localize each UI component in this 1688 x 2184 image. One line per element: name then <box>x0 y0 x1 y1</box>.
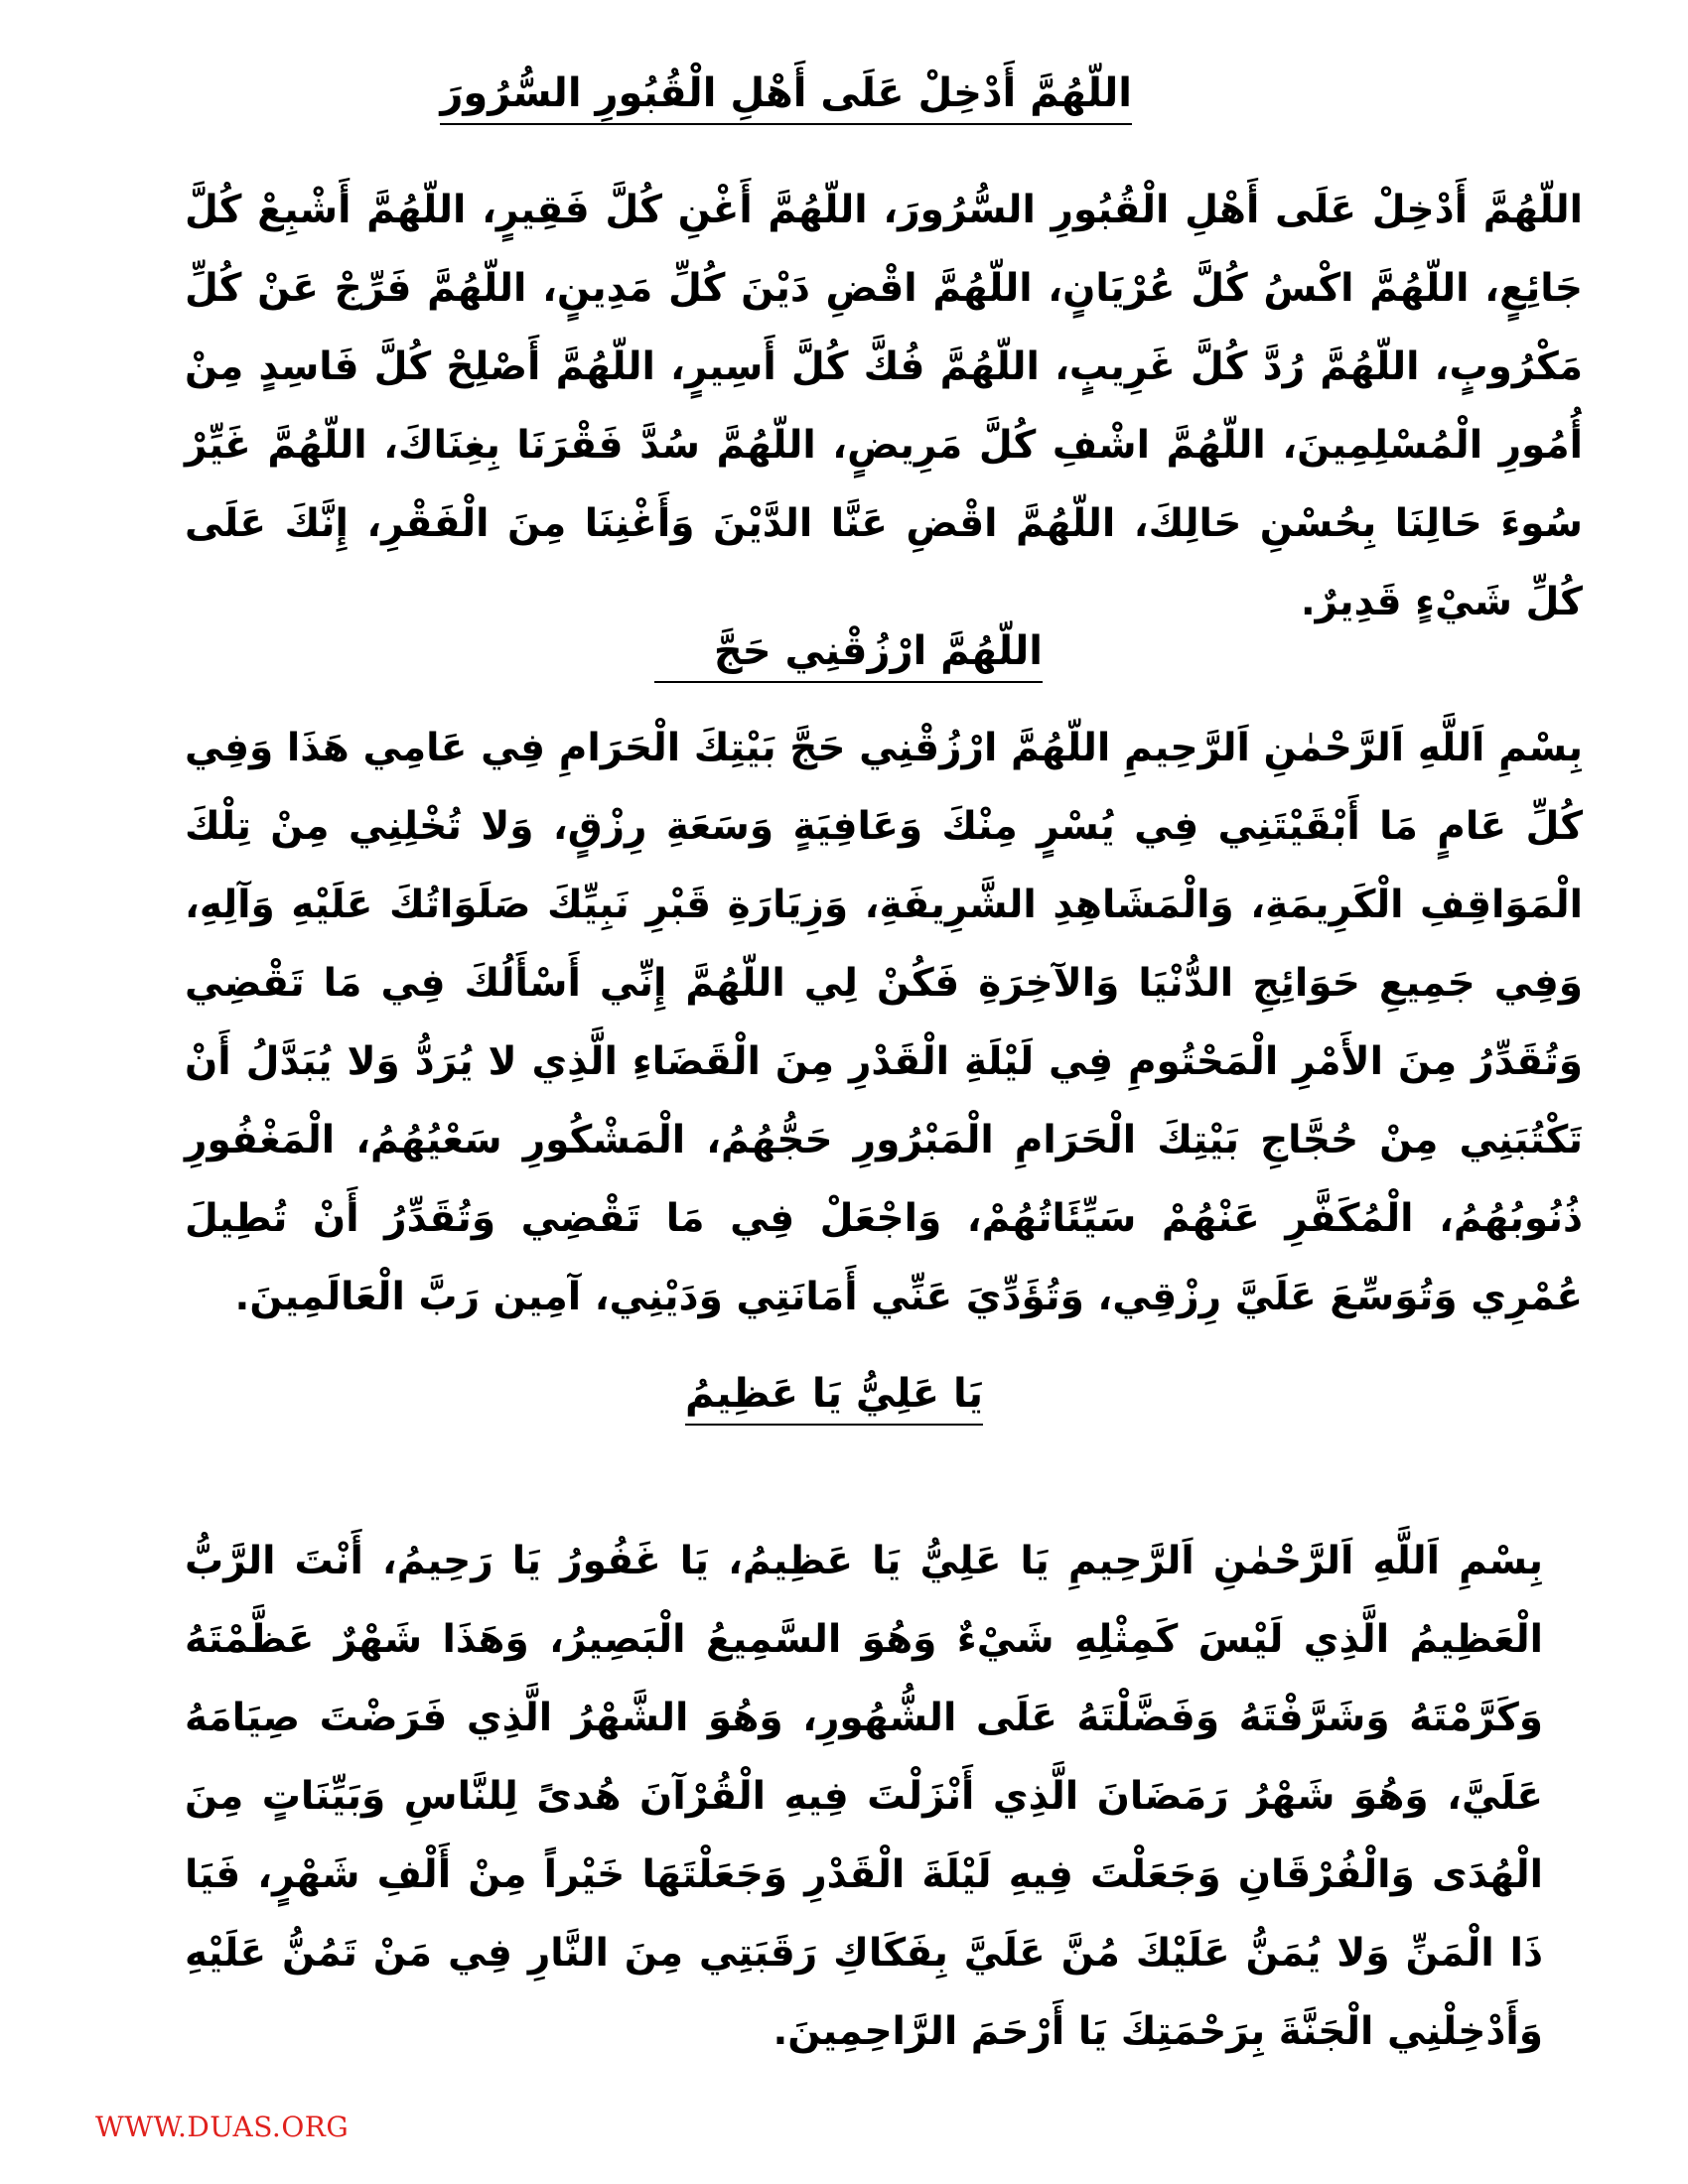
section-heading-1-text: اللّهُمَّ أَدْخِلْ عَلَى أَهْلِ الْقُبُورِ السُّرُورَ <box>440 69 1132 125</box>
section-heading-2-text: اللّهُمَّ ارْزُقْنِي حَجَّ <box>654 627 1043 683</box>
section-heading-3 <box>675 1370 993 1426</box>
website-link[interactable]: WWW.DUAS.ORG <box>95 2111 350 2143</box>
section-heading-3-text: يَا عَلِيُّ يَا عَظِيمُ <box>685 1370 983 1426</box>
section-heading-2 <box>695 627 1043 683</box>
section-body-1: اللّهُمَّ أَدْخِلْ عَلَى أَهْلِ الْقُبُورِ السُّرُورَ، اللّهُمَّ أَغْنِ كُلَّ فَقِيرٍ، اللّهُمَّ أَشْبِعْ كُلَّ جَائِعٍ، اللّهُمَّ اكْسُ كُلَّ عُرْيَانٍ، اللّهُمَّ اقْضِ دَيْنَ كُلِّ مَدِينٍ، اللّهُمَّ فَرِّجْ عَنْ كُلِّ مَكْرُوبٍ، اللّهُمَّ رُدَّ كُلَّ غَرِيبٍ، اللّهُمَّ فُكَّ كُلَّ أَسِيرٍ، اللّهُمَّ أَصْلِحْ كُلَّ فَاسِدٍ مِنْ أُمُورِ الْمُسْلِمِينَ، اللّهُمَّ اشْفِ كُلَّ مَرِيضٍ، اللّهُمَّ سُدَّ فَقْرَنَا بِغِنَاكَ، اللّهُمَّ غَيِّرْ سُوءَ حَالِنَا بِحُسْنِ حَالِكَ، اللّهُمَّ اقْضِ عَنَّا الدَّيْنَ وَأَغْنِنَا مِنَ الْفَقْرِ، إِنَّكَ عَلَى كُلِّ شَيْءٍ قَدِيرٌ. <box>185 188 1583 624</box>
section-body-2: بِسْمِ اَللَّهِ اَلرَّحْمٰنِ اَلرَّحِيمِ اللّهُمَّ ارْزُقْنِي حَجَّ بَيْتِكَ الْحَرَامِ فِي عَامِي هَذَا وَفِي كُلِّ عَامٍ مَا أَبْقَيْتَنِي فِي يُسْرٍ مِنْكَ وَعَافِيَةٍ وَسَعَةِ رِزْقٍ، وَلا تُخْلِنِي مِنْ تِلْكَ الْمَوَاقِفِ الْكَرِيمَةِ، وَالْمَشَاهِدِ الشَّرِيفَةِ، وَزِيَارَةِ قَبْرِ نَبِيِّكَ صَلَوَاتُكَ عَلَيْهِ وَآلِهِ، وَفِي جَمِيعِ حَوَائِجِ الدُّنْيَا وَالآخِرَةِ فَكُنْ لِي اللّهُمَّ إِنِّي أَسْأَلُكَ فِي مَا تَقْضِي وَتُقَدِّرُ مِنَ الأَمْرِ الْمَحْتُومِ فِي لَيْلَةِ الْقَدْرِ مِنَ الْقَضَاءِ الَّذِي لا يُرَدُّ وَلا يُبَدَّلُ أَنْ تَكْتُبَنِي مِنْ حُجَّاجِ بَيْتِكَ الْحَرَامِ الْمَبْرُورِ حَجُّهُمُ، الْمَشْكُورِ سَعْيُهُمُ، الْمَغْفُورِ ذُنُوبُهُمُ، الْمُكَفَّرِ عَنْهُمْ سَيِّئَاتُهُمْ، وَاجْعَلْ فِي مَا تَقْضِي وَتُقَدِّرُ أَنْ تُطِيلَ عُمْرِي وَتُوَسِّعَ عَلَيَّ رِزْقِي، وَتُؤَدِّيَ عَنِّي أَمَانَتِي وَدَيْنِي، آمِين رَبَّ الْعَالَمِينَ. <box>185 726 1583 1319</box>
section-body-3: بِسْمِ اَللَّهِ اَلرَّحْمٰنِ اَلرَّحِيمِ يَا عَلِيُّ يَا عَظِيمُ، يَا غَفُورُ يَا رَحِيمُ، أَنْتَ الرَّبُّ الْعَظِيمُ الَّذِي لَيْسَ كَمِثْلِهِ شَيْءٌ وَهُوَ السَّمِيعُ الْبَصِيرُ، وَهَذَا شَهْرٌ عَظَّمْتَهُ وَكَرَّمْتَهُ وَشَرَّفْتَهُ وَفَضَّلْتَهُ عَلَى الشُّهُورِ، وَهُوَ الشَّهْرُ الَّذِي فَرَضْتَ صِيَامَهُ عَلَيَّ، وَهُوَ شَهْرُ رَمَضَانَ الَّذِي أَنْزَلْتَ فِيهِ الْقُرْآنَ هُدىً لِلنَّاسِ وَبَيِّنَاتٍ مِنَ الْهُدَى وَالْفُرْقَانِ وَجَعَلْتَ فِيهِ لَيْلَةَ الْقَدْرِ وَجَعَلْتَهَا خَيْراً مِنْ أَلْفِ شَهْرٍ، فَيَا ذَا الْمَنِّ وَلا يُمَنُّ عَلَيْكَ مُنَّ عَلَيَّ بِفَكَاكِ رَقَبَتِي مِنَ النَّارِ فِي مَنْ تَمُنُّ عَلَيْهِ وَأَدْخِلْنِي الْجَنَّةَ بِرَحْمَتِكَ يَا أَرْحَمَ الرَّاحِمِينَ. <box>185 1539 1543 2054</box>
section-heading-1 <box>440 69 1132 125</box>
